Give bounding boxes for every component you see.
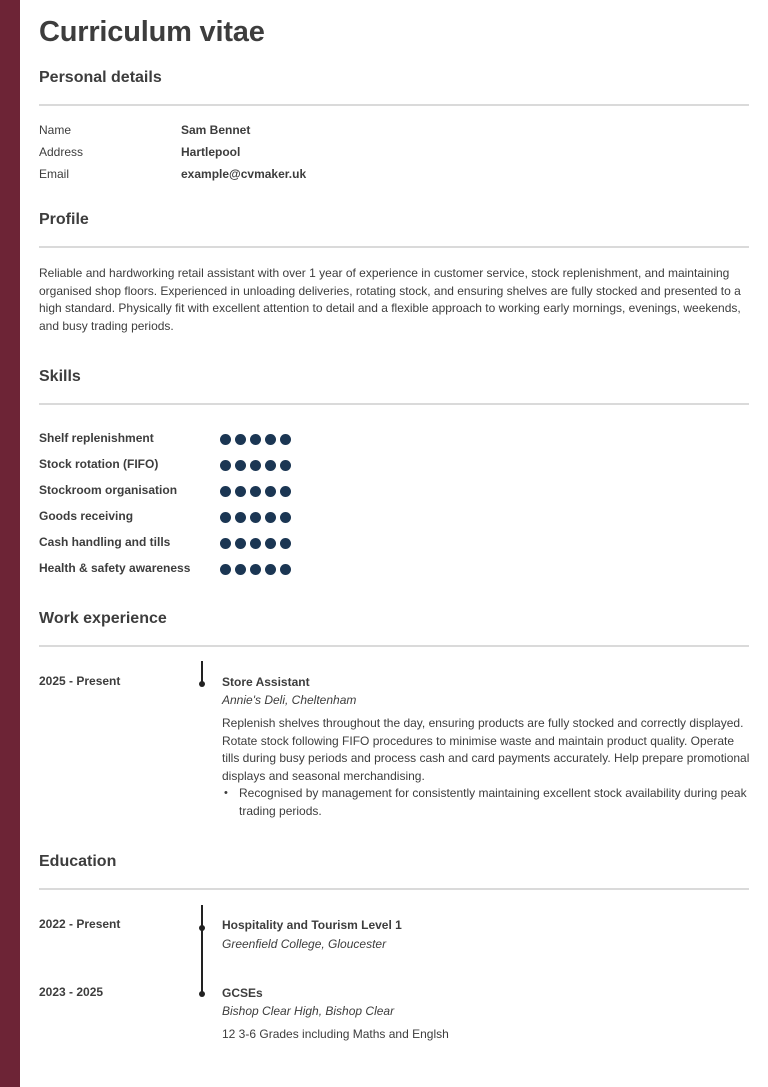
profile-text: Reliable and hardworking retail assistant with over 1 year of experience in customer service, stock replenishment, and maintaining organised shop floors. Experienced in unloading deliveries, rotating stock, and ensuring shelves are fully stocked and presented to a high standard. Physically fit with excellent attention to detail and a flexible approach to working early mornings, evenings, weekends, and busy trading periods. [39,266,741,333]
job-achievements [222,785,749,820]
detail-value-address: Hartlepool [181,145,241,159]
section-divider [39,104,749,106]
skill-rating [220,460,291,471]
document-title: Curriculum vitae [39,16,265,48]
skill-rating [220,486,291,497]
skill-level-dot [250,512,261,523]
skill-level-dot [220,460,231,471]
job-employer: Annie's Deli, Cheltenham [222,693,357,707]
skill-level-dot [250,460,261,471]
education-date: 2022 - Present [39,917,121,931]
detail-label-address: Address [39,145,84,159]
skill-level-dot [235,434,246,445]
timeline-dot [199,681,205,687]
detail-label-email: Email [39,167,70,181]
skill-row [39,457,339,473]
skill-level-dot [280,538,291,549]
skill-level-dot [235,460,246,471]
work-date: 2025 - Present [39,674,121,688]
timeline-line [201,905,203,995]
skills-heading: Skills [39,368,81,385]
skill-level-dot [250,434,261,445]
education-heading: Education [39,853,117,870]
section-divider [39,888,749,890]
education-description: 12 3-6 Grades including Maths and Englsh [222,1027,449,1041]
accent-sidebar [0,0,20,1087]
skill-level-dot [265,486,276,497]
job-title: Store Assistant [222,675,310,689]
skill-row [39,561,339,577]
skill-level-dot [235,564,246,575]
skill-level-dot [265,512,276,523]
skill-level-dot [280,564,291,575]
education-title: Hospitality and Tourism Level 1 [222,918,402,932]
detail-label-name: Name [39,123,72,137]
personal-details-heading: Personal details [39,69,162,86]
skill-level-dot [250,486,261,497]
section-divider [39,403,749,405]
skill-rating [220,434,291,445]
detail-value-email: example@cvmaker.uk [181,167,307,181]
education-date: 2023 - 2025 [39,985,104,999]
skill-row [39,509,339,525]
skill-level-dot [220,512,231,523]
skill-level-dot [220,564,231,575]
skill-level-dot [220,434,231,445]
skill-name: Shelf replenishment [39,431,154,445]
skill-rating [220,564,291,575]
timeline-dot [199,925,205,931]
skill-level-dot [250,564,261,575]
timeline-line [201,661,203,683]
skill-row [39,431,339,447]
skill-level-dot [265,538,276,549]
job-achievement-item: • Recognised by management for consistently maintaining excellent stock availability during peak trading periods. [222,785,749,820]
skill-level-dot [220,486,231,497]
skill-level-dot [280,434,291,445]
work-experience-heading: Work experience [39,610,167,627]
skill-rating [220,512,291,523]
skill-level-dot [235,486,246,497]
skill-name: Cash handling and tills [39,535,171,549]
timeline-dot [199,991,205,997]
section-divider [39,246,749,248]
skill-name: Stockroom organisation [39,483,178,497]
job-description: Replenish shelves throughout the day, ensuring products are fully stocked and correctly displayed. Rotate stock following FIFO procedures to minimise waste and maintain product quality. Operate tills during busy periods and process cash and card payments accurately. Help prepare promotional displays and seasonal merchandising. [222,716,750,783]
skill-level-dot [235,512,246,523]
education-title: GCSEs [222,986,263,1000]
skill-row [39,483,339,499]
skill-name: Goods receiving [39,509,134,523]
skill-rating [220,538,291,549]
skill-level-dot [280,460,291,471]
skill-row [39,535,339,551]
skill-name: Stock rotation (FIFO) [39,457,159,471]
skill-level-dot [265,564,276,575]
skill-level-dot [265,434,276,445]
skill-level-dot [280,512,291,523]
skill-level-dot [220,538,231,549]
skill-level-dot [250,538,261,549]
skill-level-dot [280,486,291,497]
skill-level-dot [265,460,276,471]
education-institution: Greenfield College, Gloucester [222,937,387,951]
skill-name: Health & safety awareness [39,561,191,575]
section-divider [39,645,749,647]
detail-value-name: Sam Bennet [181,123,251,137]
profile-heading: Profile [39,211,89,228]
skill-level-dot [235,538,246,549]
education-institution: Bishop Clear High, Bishop Clear [222,1004,395,1018]
